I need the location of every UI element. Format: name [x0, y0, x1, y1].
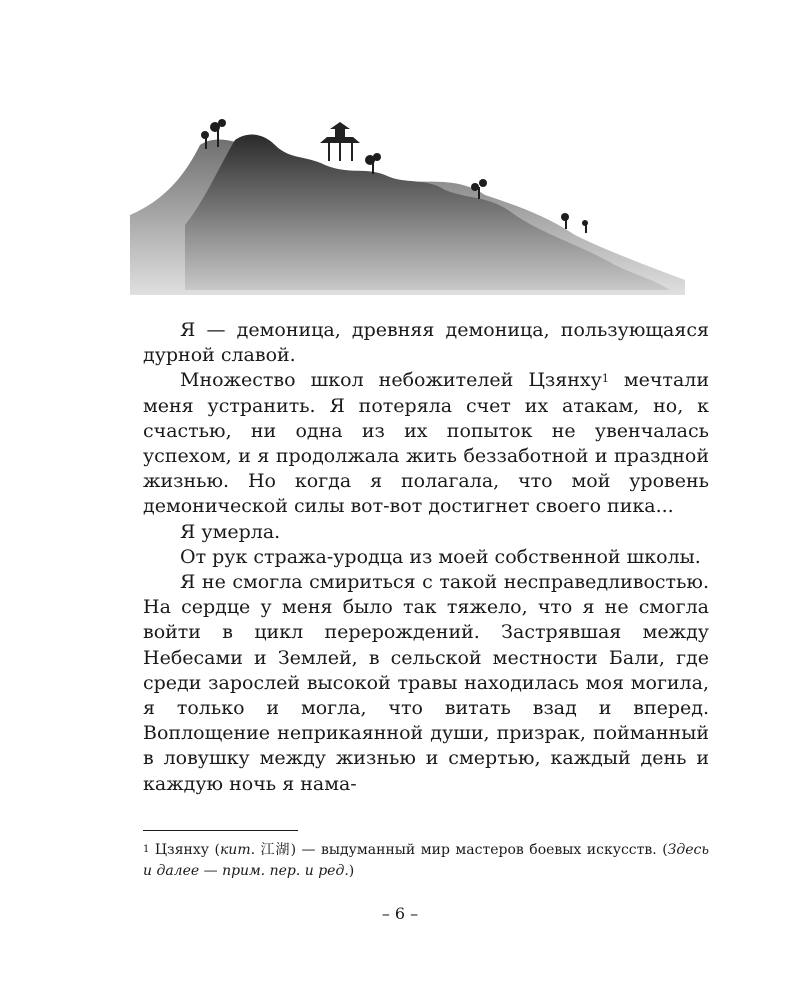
mountain-pagoda-illustration: [125, 105, 690, 305]
paragraph-4: От рук стража-уродца из моей собственной школы.: [180, 545, 701, 568]
footnote-divider: [143, 830, 298, 831]
paragraph-2: [143, 368, 709, 519]
paragraph-2-rest: мечтали меня устранить. Я потеряла счет их атакам, но, к счастью, ни одна из их попыток не увенчалась успехом, и я продолжала жить беззаботной и праздной жизнью. Но когда я полагала, что мой уровень демонической силы вот-вот достигнет своего пика...: [143, 369, 710, 518]
footnote-close: ): [348, 863, 355, 879]
footnote-note: Здесь и далее — прим. пер. и ред.: [143, 842, 710, 879]
footnote: [143, 840, 709, 882]
paragraph-3: Я умерла.: [180, 520, 281, 543]
body-text: [143, 318, 709, 797]
footnote-ref[interactable]: 1: [601, 372, 609, 386]
footnote-mark: 1: [143, 844, 150, 855]
paragraph-2-start: Множество школ небожителей Цзянху: [180, 369, 602, 392]
footnote-definition: ) — выдуманный мир мастеров боевых искусств. (: [290, 842, 668, 858]
footnote-abbr: кит.: [219, 842, 256, 858]
page-number: – 6 –: [381, 904, 419, 923]
footnote-chinese: 江湖: [255, 842, 291, 858]
footnote-term: Цзянху (: [149, 842, 220, 858]
paragraph-1: Я — демоница, древняя демоница, пользующаяся дурной славой.: [143, 319, 709, 367]
paragraph-5: Я не смогла смириться с такой несправедливостью. На сердце у меня было так тяжело, что я не смогла войти в цикл перерождений. Застрявшая между Небесами и Землей, в сельской местности Бали, где среди зарослей высокой травы находилась моя могила, я только и могла, что витать взад и вперед. Воплощение неприкаянной души, призрак, пойманный в ловушку между жизнью и смертью, каждый день и каждую ночь я нама-: [143, 571, 709, 795]
